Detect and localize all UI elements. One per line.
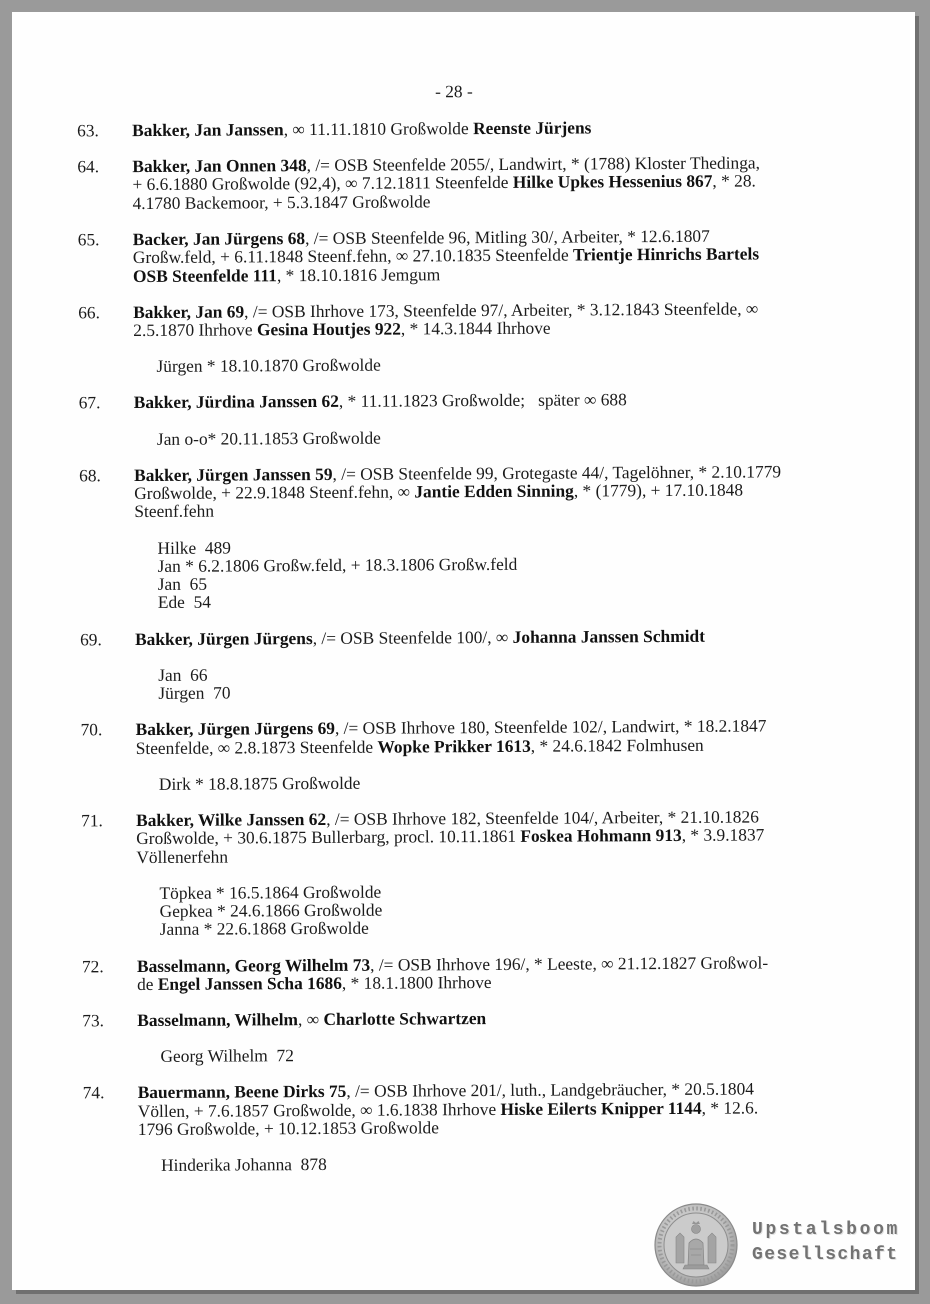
person-name-text: Bakker, Jürgen Janssen 59	[134, 463, 333, 485]
child-entry: Jan o-o* 20.11.1853 Großwolde	[156, 427, 381, 449]
child-entry: Töpkea * 16.5.1864 Großwolde	[159, 881, 382, 903]
record-text: , /= OSB Steenfelde 2055/, Landwirt, * (1788) Kloster Thedinga,	[306, 152, 761, 176]
record-text: , * 18.1.1800 Ihrhove	[341, 971, 492, 993]
record-text: Großw.feld, + 6.11.1848 Steenf.fehn, ∞ 27.10.1835 Steenfelde	[132, 244, 574, 268]
entry-text	[133, 226, 913, 285]
entry-69	[80, 625, 915, 648]
record-text: , /= OSB Ihrhove 173, Steenfelde 97/, Arbeiter, * 3.12.1843 Steenfelde, ∞	[244, 298, 759, 322]
seal-emblem-icon	[654, 1203, 738, 1287]
entry-text	[134, 389, 914, 412]
entry-text	[137, 1007, 917, 1030]
entry-67	[79, 389, 914, 412]
person-name-text: Bakker, Jürdina Janssen 62	[133, 391, 339, 413]
record-text: , * 12.6.	[701, 1097, 759, 1118]
entry-text	[135, 625, 915, 648]
record-text: , ∞ 11.11.1810 Großwolde	[283, 118, 474, 140]
child-entry: Hilke 489	[157, 537, 231, 558]
entry-line	[136, 734, 916, 757]
entry-line	[132, 189, 912, 212]
record-text: , /= OSB Ihrhove 201/, luth., Landgebräucher, * 20.5.1804	[346, 1078, 754, 1102]
person-name-text: Reenste Jürjens	[472, 117, 592, 139]
seal-caption	[752, 1218, 900, 1268]
person-name-text: Johanna Janssen Schmidt	[512, 625, 706, 647]
entry-text	[137, 952, 917, 993]
record-text: , * (1779), + 17.10.1848	[573, 479, 744, 501]
record-text: , * 11.11.1823 Großwolde; später ∞ 688	[338, 389, 627, 412]
person-name-text: Bakker, Wilke Janssen 62	[136, 808, 327, 831]
seal-caption-line1: Upstalsboom	[752, 1220, 900, 1240]
record-text: 1796 Großwolde, + 10.12.1853 Großwolde	[137, 1117, 439, 1140]
children-list	[83, 1152, 918, 1175]
person-name-text: Foskea Hohmann 913	[520, 825, 682, 847]
children-list	[79, 534, 914, 612]
children-list	[78, 353, 913, 376]
record-text: 4.1780 Backemoor, + 5.3.1847 Großwolde	[132, 191, 431, 213]
entry-line	[137, 1007, 917, 1030]
child-entry: Hinderika Johanna 878	[161, 1154, 327, 1176]
children-list	[82, 1043, 917, 1066]
entry-number: 70.	[80, 719, 103, 740]
entry-72	[82, 952, 917, 993]
seal-caption-line2: Gesellschaft	[752, 1245, 899, 1265]
entry-text	[136, 716, 916, 757]
entry-number: 68.	[79, 465, 101, 486]
children-list	[81, 879, 916, 939]
record-text: , /= OSB Steenfelde 100/, ∞	[312, 626, 513, 648]
child-entry: Jan 65	[157, 573, 208, 595]
person-name-text: Basselmann, Georg Wilhelm 73	[136, 954, 371, 976]
person-name-text: Bakker, Jürgen Jürgens	[134, 627, 313, 649]
child-entry: Ede 54	[157, 592, 212, 613]
person-name-text: Jantie Edden Sinning	[414, 480, 574, 502]
entry-text	[134, 461, 914, 520]
entry-number: 72.	[81, 955, 104, 976]
entry-text	[136, 807, 916, 866]
person-name-text: OSB Steenfelde 111	[132, 264, 277, 286]
entry-64	[77, 153, 912, 213]
record-text: de	[136, 973, 158, 994]
entry-74	[83, 1079, 918, 1139]
child-entry: Jan 66	[158, 664, 208, 685]
person-name-text: Trientje Hinrichs Bartels	[572, 243, 760, 265]
person-name-text: Wopke Prikker 1613	[377, 735, 531, 757]
person-name-text: Gesina Houtjes 922	[256, 318, 401, 340]
record-text: Steenfelde, ∞ 2.8.1873 Steenfelde	[135, 736, 378, 758]
record-text: , * 18.10.1816 Jemgum	[276, 263, 441, 285]
child-entry: Jürgen * 18.10.1870 Großwolde	[156, 354, 381, 377]
entry-number: 69.	[79, 628, 102, 650]
person-name-text: Basselmann, Wilhelm	[137, 1009, 299, 1031]
record-text: , /= OSB Ihrhove 196/, * Leeste, ∞ 21.12.1827 Großwol-	[370, 951, 769, 975]
entry-line	[137, 970, 917, 993]
record-text: Völlen, + 7.6.1857 Großwolde, ∞ 1.6.1838 Ihrhove	[137, 1098, 501, 1121]
record-text: , * 24.6.1842 Folmhusen	[530, 734, 704, 756]
record-text: Steenf.fehn	[134, 500, 215, 522]
person-name-text: Charlotte Schwartzen	[323, 1008, 487, 1030]
record-text: Großwolde, + 30.6.1875 Bullerbarg, procl. 10.11.1861	[136, 826, 521, 849]
entry-number: 71.	[81, 810, 103, 831]
child-entry: Jürgen 70	[158, 682, 231, 704]
record-text: , /= OSB Ihrhove 182, Steenfelde 104/, Arbeiter, * 21.10.1826	[326, 806, 759, 829]
entry-63	[77, 117, 912, 140]
person-name-text: Hilke Upkes Hessenius 867	[512, 171, 713, 193]
entry-73	[82, 1007, 917, 1030]
entry-number: 67.	[78, 392, 101, 413]
person-name-text: Engel Janssen Scha 1686	[157, 972, 342, 994]
record-text: , * 3.9.1837	[681, 824, 765, 846]
child-entry: Janna * 22.6.1868 Großwolde	[159, 918, 369, 940]
child-entry: Jan * 6.2.1806 Großw.feld, + 18.3.1806 Großw.feld	[157, 553, 518, 576]
entry-71	[81, 807, 916, 867]
entry-line	[134, 389, 914, 412]
person-name-text: Bauermann, Beene Dirks 75	[137, 1081, 347, 1103]
children-list	[81, 770, 916, 793]
page-content	[67, 73, 918, 1188]
entry-number: 74.	[82, 1082, 105, 1103]
entry-line	[132, 117, 912, 140]
person-name-text: Bakker, Jan Janssen	[132, 119, 284, 141]
entry-number: 65.	[77, 229, 100, 250]
record-text: + 6.6.1880 Großwolde (92,4), ∞ 7.12.1811 Steenfelde	[132, 172, 513, 195]
record-text: , /= OSB Steenfelde 96, Mitling 30/, Arbeiter, * 12.6.1807	[304, 225, 710, 249]
page-number: - 28 -	[434, 81, 473, 102]
entry-text	[133, 298, 913, 339]
entry-number: 64.	[77, 156, 100, 177]
entry-line	[138, 1116, 918, 1139]
entry-68	[79, 461, 914, 521]
child-entry: Gepkea * 24.6.1866 Großwolde	[159, 899, 383, 921]
entry-number: 63.	[77, 120, 99, 141]
entry-66	[78, 298, 913, 339]
person-name-text: Hiske Eilerts Knipper 1144	[500, 1097, 702, 1119]
entry-line	[133, 317, 913, 340]
record-text: Völlenerfehn	[136, 846, 229, 867]
register-entries	[77, 117, 918, 1175]
record-text: , * 14.3.1844 Ihrhove	[400, 317, 551, 339]
entry-text	[132, 153, 912, 212]
entry-line	[133, 262, 913, 285]
record-text: 2.5.1870 Ihrhove	[133, 319, 257, 341]
record-text: , * 28.	[712, 170, 756, 192]
record-text: , /= OSB Steenfelde 99, Grotegaste 44/, Tagelöhner, * 2.10.1779	[332, 461, 782, 484]
child-entry: Georg Wilhelm 72	[160, 1045, 294, 1067]
children-list	[79, 425, 914, 448]
record-text: Großwolde, + 22.9.1848 Steenf.fehn, ∞	[134, 481, 415, 504]
record-text: , ∞	[297, 1009, 324, 1030]
person-name-text: Bakker, Jan Onnen 348	[132, 155, 307, 177]
record-text: , /= OSB Ihrhove 180, Steenfelde 102/, Landwirt, * 18.2.1847	[334, 715, 767, 739]
child-entry: Dirk * 18.8.1875 Großwolde	[158, 772, 361, 794]
entry-number: 73.	[82, 1010, 105, 1031]
entry-line	[135, 625, 915, 648]
person-name-text: Backer, Jan Jürgens 68	[132, 228, 306, 250]
entry-text	[138, 1079, 918, 1138]
entry-number: 66.	[78, 302, 100, 323]
entry-text	[132, 117, 912, 140]
entry-65	[78, 226, 913, 286]
children-list	[80, 661, 915, 702]
person-name-text: Bakker, Jan 69	[133, 301, 245, 322]
person-name-text: Bakker, Jürgen Jürgens 69	[135, 718, 335, 740]
entry-70	[81, 716, 916, 757]
